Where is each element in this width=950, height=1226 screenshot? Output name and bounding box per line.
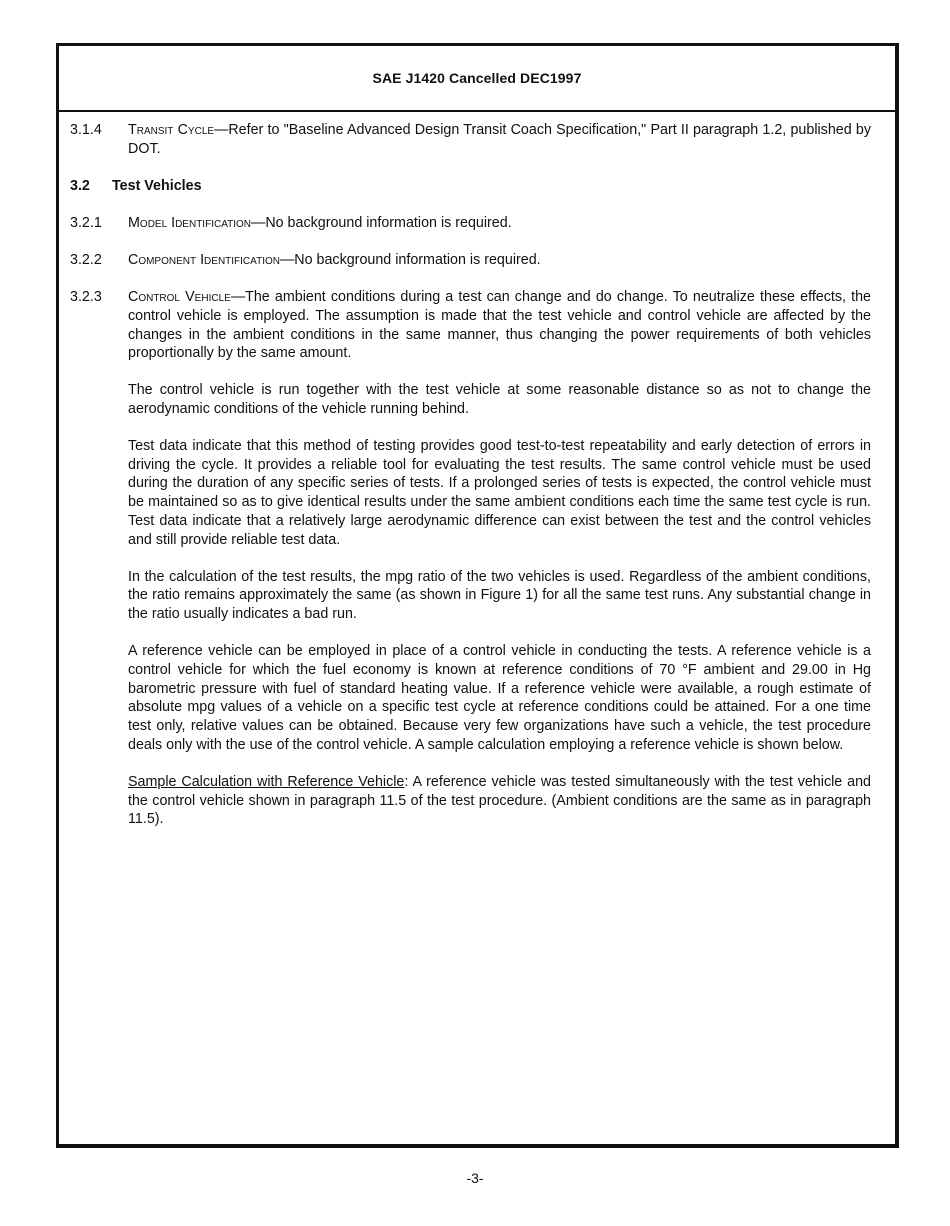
section-3-2-3 bbox=[59, 288, 895, 363]
section-3-2-2 bbox=[59, 251, 895, 270]
page-number: -3- bbox=[466, 1170, 484, 1186]
paragraph-control-vehicle-run bbox=[59, 381, 895, 419]
section-3-2-heading bbox=[59, 177, 895, 196]
section-text: —The ambient conditions during a test can change and do change. To neutralize these effects, the control vehicle is employed. The assumption is made that the test vehicle and control vehicle are affected by the changes in the ambient conditions in the same manner, thus changing the power requirements of both vehicles proportionally by the same amount. bbox=[128, 288, 871, 362]
paragraph-text: The control vehicle is run together with the test vehicle at some reasonable distance so as not to change the aerodynamic conditions of the vehicle running behind. bbox=[128, 382, 871, 417]
page-frame bbox=[56, 43, 899, 1148]
paragraph-text: Test data indicate that this method of testing provides good test-to-test repeatability and early detection of errors in driving the cycle. It provides a reliable tool for evaluating the test results. The same control vehicle must be used during the duration of any specific series of tests. If a prolonged series of tests is expected, the control vehicle must be maintained so as to give identical results under the same ambient conditions each time the same test cycle is run. Test data indicate that a relatively large aerodynamic difference can exist between the test and the control vehicles and still provide reliable test data. bbox=[128, 437, 871, 548]
paragraph-sample-calculation bbox=[59, 773, 895, 829]
paragraph-text: A reference vehicle can be employed in place of a control vehicle in conducting the tests. A reference vehicle is a control vehicle for which the fuel economy is known at reference conditions of 70 °F ambient and 29.00 in Hg barometric pressure with fuel of standard heating value. If a reference vehicle were available, a rough estimate of absolute mpg values of a vehicle on a specific test cycle at reference conditions could be attained. For a one time test only, relative values can be obtained. Because very few organizations have such a vehicle, the test procedure deals only with the use of the control vehicle. A sample calculation employing a reference vehicle is shown below. bbox=[128, 642, 871, 753]
section-3-2-1 bbox=[59, 214, 895, 233]
section-text: —No background information is required. bbox=[251, 215, 512, 232]
document-header bbox=[59, 46, 895, 112]
section-term: Transit Cycle bbox=[128, 122, 215, 138]
section-term: Control Vehicle bbox=[128, 288, 231, 305]
section-number: 3.1.4 bbox=[70, 122, 102, 138]
section-number: 3.2.3 bbox=[70, 288, 102, 305]
section-number: 3.2.1 bbox=[70, 215, 102, 232]
paragraph-test-data bbox=[59, 437, 895, 550]
paragraph-reference-vehicle bbox=[59, 642, 895, 755]
section-term: Component Identification bbox=[128, 252, 280, 269]
section-number: 3.2 bbox=[70, 177, 90, 194]
document-body bbox=[59, 121, 895, 829]
paragraph-text: : A reference vehicle was tested simultaneously with the test vehicle and the control vehicle shown in paragraph 11.5 of the test procedure. (Ambient conditions are the same as in paragraph 11.5). bbox=[128, 773, 871, 828]
paragraph-mpg-ratio bbox=[59, 568, 895, 624]
document-title: SAE J1420 Cancelled DEC1997 bbox=[372, 70, 582, 86]
section-title: Test Vehicles bbox=[112, 177, 202, 194]
section-text: —Refer to "Baseline Advanced Design Transit Coach Specification," Part II paragraph 1.2, published by DOT. bbox=[128, 122, 871, 157]
paragraph-text: In the calculation of the test results, the mpg ratio of the two vehicles is used. Regardless of the ambient conditions, the ratio remains approximately the same (as shown in Figure 1) for all the same test runs. Any substantial change in the ratio usually indicates a bad run. bbox=[128, 568, 871, 623]
section-number: 3.2.2 bbox=[70, 252, 102, 269]
section-term: Model Identification bbox=[128, 215, 252, 232]
sample-calculation-label: Sample Calculation with Reference Vehicle bbox=[128, 773, 405, 790]
section-text: —No background information is required. bbox=[279, 252, 541, 269]
section-3-1-4 bbox=[59, 121, 895, 159]
